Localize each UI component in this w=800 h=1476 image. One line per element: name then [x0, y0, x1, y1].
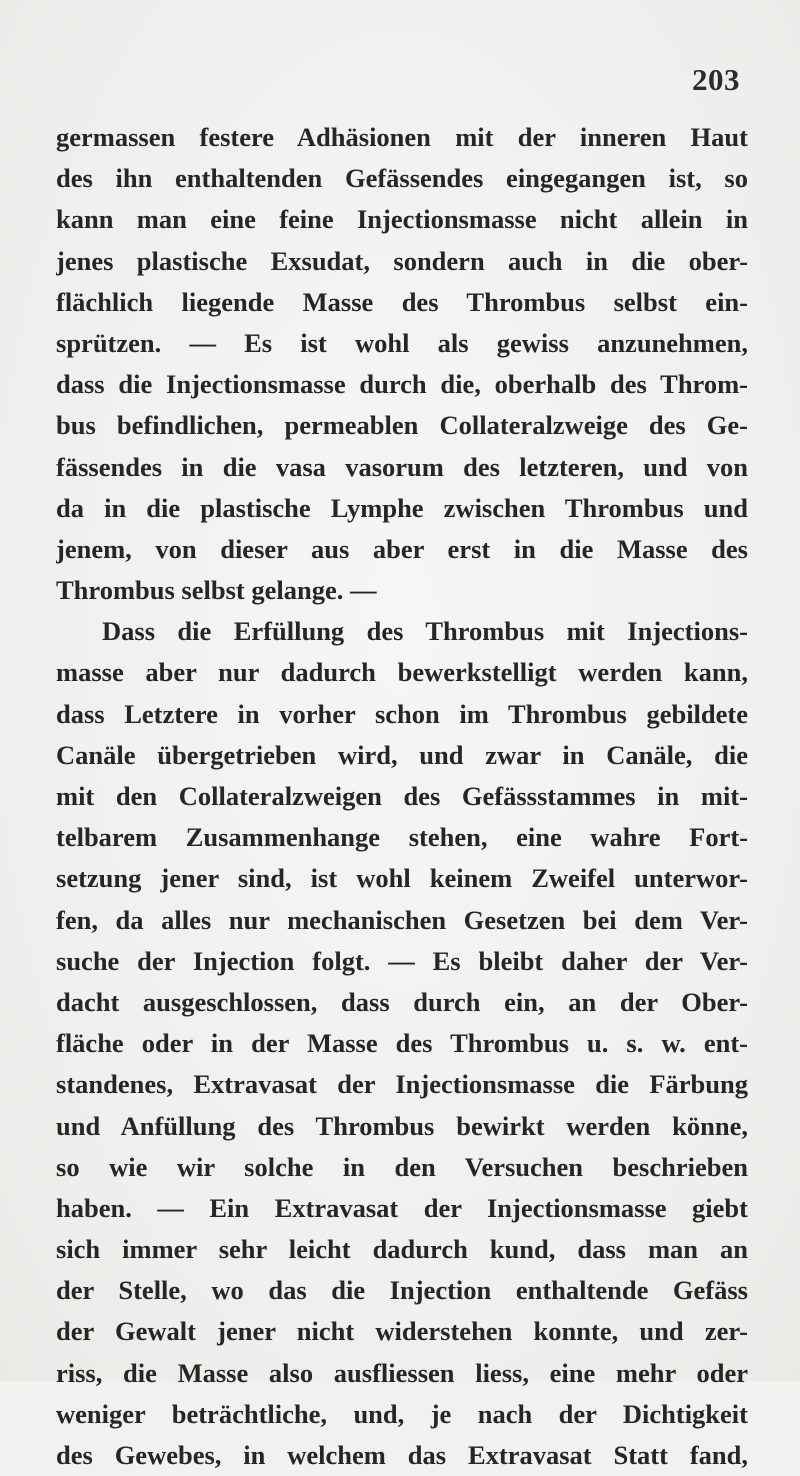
text-line-paragraph-end: Thrombus selbst gelange. —: [56, 575, 377, 606]
text-line: der Stelle, wo das die Injection enthaltende Gefäss: [56, 1275, 748, 1306]
text-line-paragraph-start: Dass die Erfüllung des Thrombus mit Injections-: [102, 616, 748, 647]
body-text: [56, 117, 748, 1476]
text-line: riss, die Masse also ausfliessen liess, eine mehr oder: [56, 1357, 748, 1388]
text-line: dacht ausgeschlossen, dass durch ein, an der Ober-: [56, 986, 748, 1017]
text-line: dass die Injectionsmasse durch die, oberhalb des Throm-: [56, 369, 748, 400]
text-line: und Anfüllung des Thrombus bewirkt werden könne,: [56, 1110, 748, 1141]
text-line: sprützen. — Es ist wohl als gewiss anzunehmen,: [56, 327, 748, 358]
text-line: germassen festere Adhäsionen mit der inneren Haut: [56, 122, 748, 152]
text-line: fen, da alles nur mechanischen Gesetzen bei dem Ver-: [56, 904, 748, 935]
text-line: suche der Injection folgt. — Es bleibt daher der Ver-: [56, 945, 748, 976]
text-line: haben. — Ein Extravasat der Injectionsmasse giebt: [56, 1192, 748, 1223]
text-line: sich immer sehr leicht dadurch kund, dass man an: [56, 1234, 748, 1265]
text-line: fässendes in die vasa vasorum des letzteren, und von: [56, 451, 748, 482]
text-line: so wie wir solche in den Versuchen beschrieben: [56, 1151, 748, 1182]
text-line: der Gewalt jener nicht widerstehen konnte, und zer-: [56, 1316, 748, 1347]
text-line: kann man eine feine Injectionsmasse nicht allein in: [56, 204, 748, 235]
text-line: setzung jener sind, ist wohl keinem Zweifel unterwor-: [56, 863, 748, 894]
text-line: da in die plastische Lymphe zwischen Thrombus und: [56, 492, 748, 523]
text-line: bus befindlichen, permeablen Collateralzweige des Ge-: [56, 410, 748, 441]
text-line: jenem, von dieser aus aber erst in die Masse des: [56, 533, 748, 564]
text-line: mit den Collateralzweigen des Gefässstammes in mit-: [56, 781, 748, 811]
text-line: dass Letztere in vorher schon im Thrombus gebildete: [56, 698, 748, 729]
text-line: masse aber nur dadurch bewerkstelligt werden kann,: [56, 657, 748, 688]
text-line: flächlich liegende Masse des Thrombus selbst ein-: [56, 286, 748, 317]
text-line: weniger beträchtliche, und, je nach der Dichtigkeit: [56, 1398, 748, 1429]
text-line: jenes plastische Exsudat, sondern auch in die ober-: [56, 245, 748, 276]
page-number: 203: [692, 62, 740, 97]
text-line: des Gewebes, in welchem das Extravasat Statt fand,: [56, 1440, 748, 1470]
text-line: des ihn enthaltenden Gefässendes eingegangen ist, so: [56, 163, 748, 194]
text-line: telbarem Zusammenhange stehen, eine wahre Fort-: [56, 822, 748, 853]
text-line: Canäle übergetrieben wird, und zwar in Canäle, die: [56, 739, 748, 770]
text-line: fläche oder in der Masse des Thrombus u. s. w. ent-: [56, 1028, 748, 1059]
text-line: standenes, Extravasat der Injectionsmasse die Färbung: [56, 1069, 748, 1100]
